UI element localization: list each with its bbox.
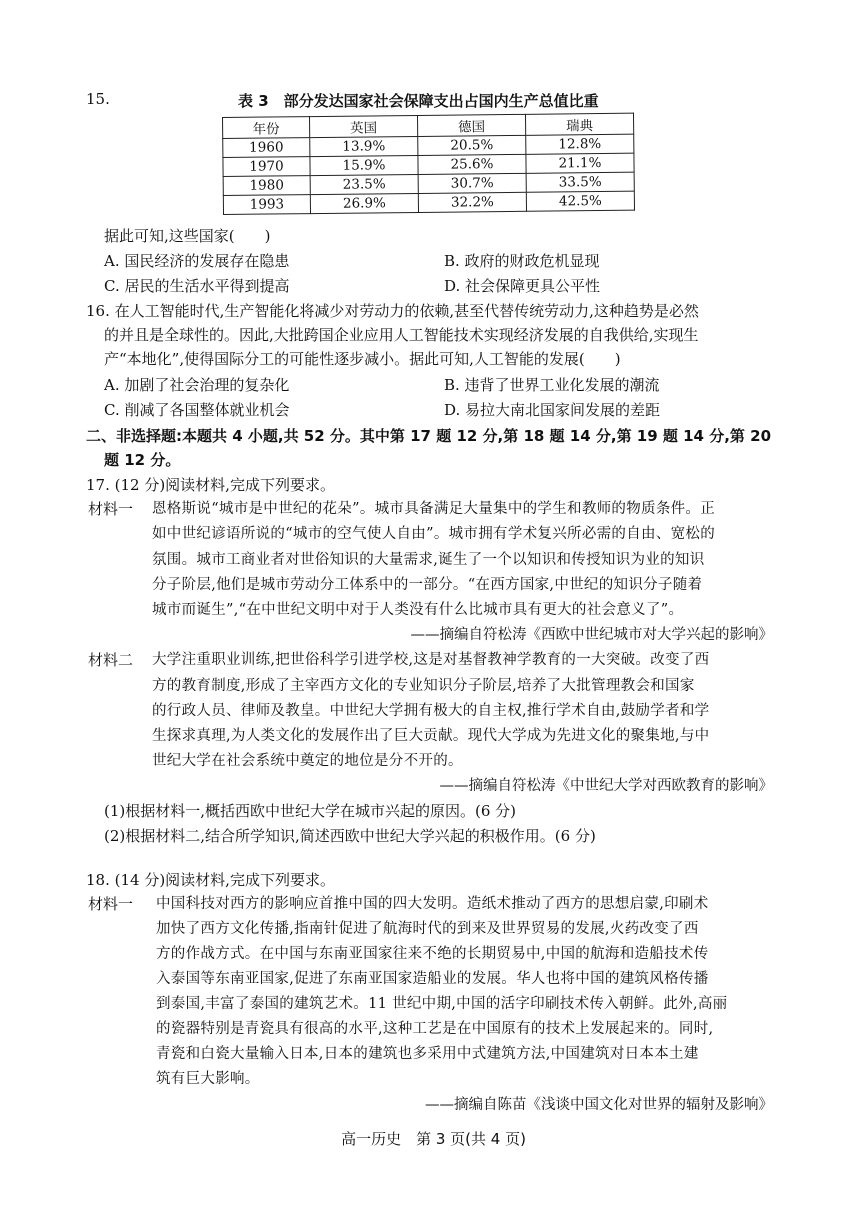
q18-material-1-line: 到泰国,丰富了泰国的建筑艺术。11 世纪中期,中国的活字印刷技术传入朝鲜。此外,高丽 <box>156 996 728 1012</box>
table-cell: 20.5% <box>418 135 526 155</box>
table-cell: 30.7% <box>418 173 526 193</box>
q17-material-2-line: 大学注重职业训练,把世俗科学引进学校,这是对基督教神学教育的一大突破。改变了西 <box>152 652 710 668</box>
q17-material-1-line: 氛围。城市工商业者对世俗知识的大量需求,诞生了一个以知识和传授知识为业的知识 <box>152 552 705 568</box>
q17-material-1-source: ——摘编自符松涛《西欧中世纪城市对大学兴起的影响》 <box>410 627 773 643</box>
q15-option-b: B. 政府的财政危机显现 <box>444 252 600 270</box>
q17-material-1-line: 如中世纪谚语所说的“城市的空气使人自由”。城市拥有学术复兴所必需的自由、宽松的 <box>152 526 716 542</box>
q17-material-2-line: 方的教育制度,形成了主宰西方文化的专业知识分子阶层,培养了大批管理教会和国家 <box>152 678 695 694</box>
question-16-line: 的并且是全球性的。因此,大批跨国企业应用人工智能技术实现经济发展的自我供给,实现生 <box>104 326 699 344</box>
question-16-line: 16. 在人工智能时代,生产智能化将减少对劳动力的依赖,甚至代替传统劳动力,这种趋势是必然 <box>86 302 699 320</box>
table-cell: 1980 <box>223 176 310 196</box>
table-cell: 12.8% <box>526 134 634 154</box>
table-cell: 25.6% <box>418 154 526 174</box>
table-header-cell: 德国 <box>417 114 525 136</box>
q16-option-d: D. 易拉大南北国家间发展的差距 <box>444 401 661 419</box>
question-15-number: 15. <box>86 90 110 108</box>
table-cell: 1960 <box>223 138 310 158</box>
table-cell: 26.9% <box>310 193 418 213</box>
q17-material-2-line: 生探求真理,为人类文化的发展作出了巨大贡献。现代大学成为先进文化的聚集地,与中 <box>152 728 710 744</box>
question-16-line: 产“本地化”,使得国际分工的可能性逐步减小。据此可知,人工智能的发展( ) <box>104 350 621 368</box>
question-18-heading: 18. (14 分)阅读材料,完成下列要求。 <box>86 871 335 889</box>
q17-material-1-line: 城市而诞生”,“在中世纪文明中对于人类没有什么比城市具有更大的社会意义了”。 <box>152 602 684 618</box>
table-header-cell: 年份 <box>223 117 310 139</box>
q18-material-1-line: 筑有巨大影响。 <box>156 1071 260 1087</box>
q17-requirement-1: (1)根据材料一,概括西欧中世纪大学在城市兴起的原因。(6 分) <box>104 802 517 820</box>
q18-material-1-line: 加快了西方文化传播,指南针促进了航海时代的到来及世界贸易的发展,火药改变了西 <box>156 921 699 937</box>
table-header-cell: 瑞典 <box>525 113 633 135</box>
q18-material-1-line: 的瓷器特别是青瓷具有很高的水平,这种工艺是在中国原有的技术上发展起来的。同时, <box>156 1021 714 1037</box>
table-cell: 33.5% <box>526 172 634 192</box>
q17-material-2-line: 的行政人员、律师及教皇。中世纪大学拥有极大的自主权,推行学术自由,鼓励学者和学 <box>152 703 710 719</box>
q17-material-1-line: 分子阶层,他们是城市劳动分工体系中的一部分。“在西方国家,中世纪的知识分子随着 <box>152 577 703 593</box>
table-cell: 21.1% <box>526 153 634 173</box>
table-cell: 23.5% <box>310 174 418 194</box>
q17-requirement-2: (2)根据材料二,结合所学知识,简述西欧中世纪大学兴起的积极作用。(6 分) <box>104 827 596 845</box>
q15-option-d: D. 社会保障更具公平性 <box>444 277 601 295</box>
section-2-heading-cont: 题 12 分。 <box>104 451 181 469</box>
q16-option-c: C. 削减了各国整体就业机会 <box>104 401 290 419</box>
table-cell: 42.5% <box>526 191 634 211</box>
question-15-stem: 据此可知,这些国家( ) <box>104 227 271 245</box>
q17-material-2-source: ——摘编自符松涛《中世纪大学对西欧教育的影响》 <box>439 778 773 794</box>
table-cell: 15.9% <box>310 155 418 175</box>
q17-material-2-label: 材料二 <box>88 651 134 669</box>
q18-material-1-line: 青瓷和白瓷大量输入日本,日本的建筑也多采用中式建筑方法,中国建筑对日本本土建 <box>156 1046 699 1062</box>
q18-material-1-source: ——摘编自陈苗《浅谈中国文化对世界的辐射及影响》 <box>425 1097 773 1113</box>
table-cell: 13.9% <box>310 136 418 156</box>
page-footer: 高一历史 第 3 页(共 4 页) <box>341 1130 526 1148</box>
table-header-cell: 英国 <box>310 115 418 137</box>
table-cell: 32.2% <box>418 192 526 212</box>
q17-material-2-line: 世纪大学在社会系统中奠定的地位是分不开的。 <box>152 753 463 769</box>
data-table <box>222 113 635 215</box>
section-2-heading: 二、非选择题:本题共 4 小题,共 52 分。其中第 17 题 12 分,第 18 题 14 分,第 19 题 14 分,第 20 <box>86 427 772 445</box>
q18-material-1-label: 材料一 <box>88 895 134 913</box>
table-row <box>223 191 634 214</box>
q17-material-1-line: 恩格斯说“城市是中世纪的花朵”。城市具备满足大量集中的学生和教师的物质条件。正 <box>152 501 716 517</box>
table-caption: 表 3 部分发达国家社会保障支出占国内生产总值比重 <box>238 92 599 110</box>
q17-material-1-label: 材料一 <box>88 500 134 518</box>
q15-option-a: A. 国民经济的发展存在隐患 <box>104 252 290 270</box>
q18-material-1-line: 入泰国等东南亚国家,促进了东南亚国家造船业的发展。华人也将中国的建筑风格传播 <box>156 971 709 987</box>
q15-option-c: C. 居民的生活水平得到提高 <box>104 277 290 295</box>
question-17-heading: 17. (12 分)阅读材料,完成下列要求。 <box>86 476 335 494</box>
q16-option-a: A. 加剧了社会治理的复杂化 <box>104 376 290 394</box>
q16-option-b: B. 违背了世界工业化发展的潮流 <box>444 376 660 394</box>
q18-material-1-line: 方的作战方式。在中国与东南亚国家往来不绝的长期贸易中,中国的航海和造船技术传 <box>156 946 709 962</box>
table-cell: 1970 <box>223 157 310 177</box>
table-cell: 1993 <box>223 195 310 215</box>
q18-material-1-line: 中国科技对西方的影响应首推中国的四大发明。造纸术推动了西方的思想启蒙,印刷术 <box>156 896 709 912</box>
